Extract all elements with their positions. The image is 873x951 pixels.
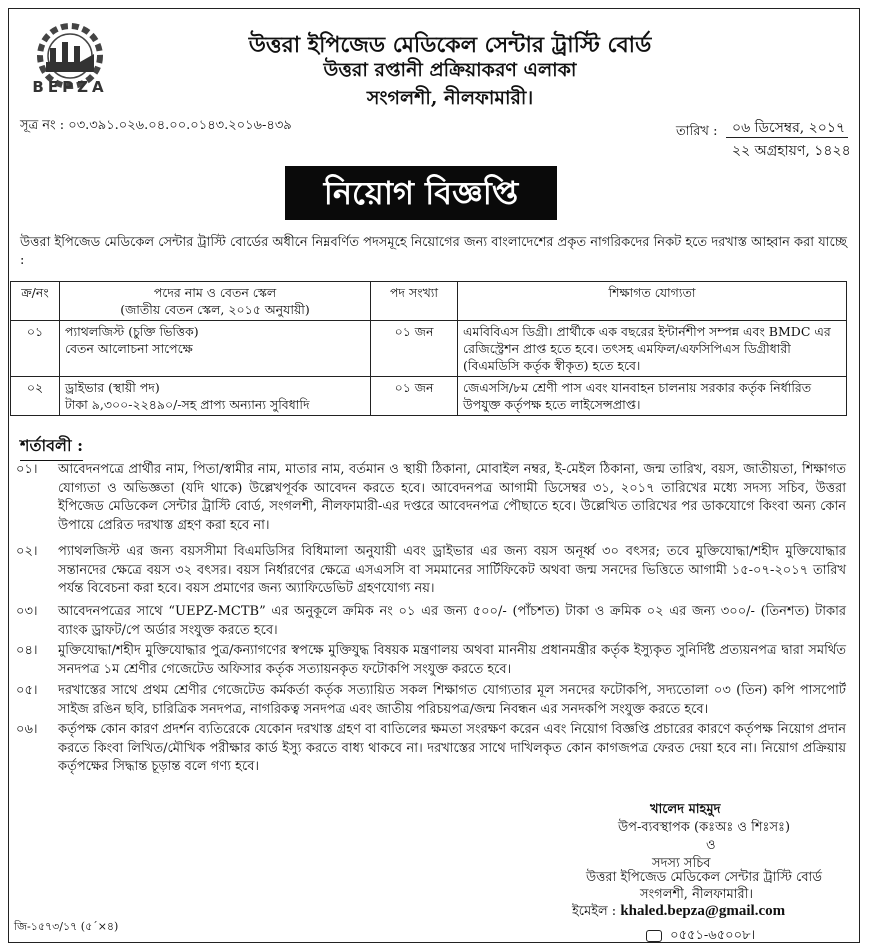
row-qualification: জেএসসি/৮ম শ্রেণী পাস এবং যানবাহন চালনায় সরকার কর্তৃক নির্ধারিত উপযুক্ত কর্তৃপক্ষ হতে লাইসেন্সপ্রাপ্ত। <box>458 377 847 416</box>
signatory-location: সংগলশী, নীলফামারী। <box>640 887 754 902</box>
date-divider <box>726 137 848 138</box>
header-post <box>60 282 371 321</box>
intro-paragraph: উত্তরা ইপিজেড মেডিকেল সেন্টার ট্রাস্টি বোর্ডের অধীনে নিম্নবর্ণিত পদসমূহে নিয়োগের জন্য বাংলাদেশের প্রকৃত নাগরিকদের নিকট হতে দরখাস্ত আহ্বান করা যাচ্ছে : <box>20 235 847 268</box>
header-count: পদ সংখ্যা <box>371 282 458 321</box>
term-number: ০৪। <box>16 643 38 658</box>
org-title: উত্তরা ইপিজেড মেডিকেল সেন্টার ট্রাস্টি বোর্ড <box>248 32 652 58</box>
signatory-email-row <box>572 902 785 923</box>
org-location: সংগলশী, নীলফামারী। <box>366 87 534 109</box>
footer-code: জি-১৫৭৩/১৭ (৫´×৪) <box>14 920 119 933</box>
signatory-and: ও <box>706 838 716 853</box>
term-number: ০১। <box>16 462 38 477</box>
term-number: ০৩। <box>16 604 38 619</box>
row-qualification: এমবিবিএস ডিগ্রী। প্রার্থীকে এক বছরের ইন্টার্নশীপ সম্পন্ন এবং BMDC এর রেজিস্ট্রেশন প্রাপ্ত হতে হবে। তৎসহ এমফিল/এফসিপিএস ডিগ্রীধারী (বিএমডিসি কর্তৃক স্বীকৃত) হতে হবে। <box>458 321 847 377</box>
post-salary: বেতন আলোচনা সাপেক্ষে <box>65 341 193 356</box>
term-text: মুক্তিযোদ্ধা/শহীদ মুক্তিযোদ্ধার পুত্র/কন্যাগণের স্বপক্ষে মুক্তিযুদ্ধ বিষয়ক মন্ত্রণালয় অথবা মাননীয় প্রধানমন্ত্রীর কর্তৃক ইস্যুকৃত সুনির্দিষ্ট প্রত্যয়নপত্র দ্বারা সমর্থিত সনদপত্র ১ম শ্রেণীর গেজেটেড অফিসার কর্তৃক সত্যায়নকৃত ফটোকপি সংযুক্ত করতে হবে। <box>58 643 846 677</box>
table-row <box>11 321 847 377</box>
post-name: প্যাথলজিস্ট (চুক্তি ভিত্তিক) <box>65 324 199 339</box>
header-serial: ক্র/নং <box>11 282 60 321</box>
table-header-row <box>11 282 847 321</box>
vacancy-table <box>10 281 847 416</box>
phone-number: ০৫৫১-৬৫০০৮। <box>670 928 756 943</box>
logo-text: BEPZA <box>32 78 108 96</box>
row-post <box>60 377 371 416</box>
header-post-subtitle: (জাতীয় বেতন স্কেল, ২০১৫ অনুযায়ী) <box>120 302 310 317</box>
notice-title: নিয়োগ বিজ্ঞপ্তি <box>285 166 557 220</box>
post-salary: টাকা ৯,৩০০-২২৪৯০/-সহ প্রাপ্য অন্যান্য সুবিধাদি <box>65 397 310 412</box>
signatory-phone-row <box>646 926 755 947</box>
signatory-org: উত্তরা ইপিজেড মেডিকেল সেন্টার ট্রাস্টি বোর্ড <box>586 870 822 885</box>
row-count: ০১ জন <box>371 321 458 377</box>
header-post-title: পদের নাম ও বেতন স্কেল <box>153 285 277 300</box>
term-text: আবেদনপত্রে প্রার্থীর নাম, পিতা/স্বামীর নাম, মাতার নাম, বর্তমান ও স্থায়ী ঠিকানা, মোবাইল নম্বর, ই-মেইল ঠিকানা, জন্ম তারিখ, বয়স, জাতীয়তা, শিক্ষাগত যোগ্যতা ও অভিজ্ঞতা (যদি থাকে) উল্লেখপূর্বক আবেদন করতে হবে। আবেদনপত্র আগামী ডিসেম্বর ৩১, ২০১৭ তারিখের মধ্যে সদস্য সচিব, উত্তরা ইপিজেড মেডিকেল সেন্টার ট্রাস্টি বোর্ড, সংগলশী, নীলফামারী-এর দপ্তরে আবেদনপত্র পৌছাতে হবে। উল্লেখিত তারিখের পর ডাকযোগে কিংবা অন্য কোন উপায়ে প্রেরিত দরখাস্ত গ্রহণ করা হবে না। <box>58 462 846 533</box>
term-number: ০৬। <box>16 722 38 737</box>
term-text: দরখাস্তের সাথে প্রথম শ্রেণীর গেজেটেড কর্মকর্তা কর্তৃক সত্যায়িত সকল শিক্ষাগত যোগ্যতার মূল সনদের ফটোকপি, সদ্যতোলা ০৩ (তিন) কপি পাসপোর্ট সাইজ রঙিন ছবি, চারিত্রিক সনদপত্র, নাগরিকত্ব সনদপত্র এবং জাতীয় পরিচয়পত্র/জন্ম নিবন্ধন এর সনদকপি সংযুক্ত করতে হবে। <box>58 683 846 717</box>
header-qualification: শিক্ষাগত যোগ্যতা <box>458 282 847 321</box>
term-text: প্যাথলজিস্ট এর জন্য বয়সসীমা বিএমডিসির বিধিমালা অনুযায়ী এবং ড্রাইভার এর জন্য বয়স অনূর্ধ্ব ৩০ বৎসর; তবে মুক্তিযোদ্ধা/শহীদ মুক্তিযোদ্ধার সন্তানদের ক্ষেত্রে বয়স ৩২ বৎসর। বয়স নির্ধারণের ক্ষেত্রে এসএসসি বা সমমানের সার্টিফিকেট অথবা জন্ম সনদের ভিত্তিতে আগামী ১৫-০৭-২০১৭ তারিখ পর্যন্ত বিবেচনা করা হবে। বয়স প্রমাণের জন্য অ্যাফিডেভিট গ্রহণযোগ্য নয়। <box>58 544 846 596</box>
row-post <box>60 321 371 377</box>
email-label: ইমেইল : <box>572 904 617 919</box>
term-number: ০৫। <box>16 683 38 698</box>
table-row <box>11 377 847 416</box>
signatory-name: খালেদ মাহমুদ <box>650 802 721 817</box>
terms-heading: শর্তাবলী : <box>20 433 83 461</box>
org-subtitle: উত্তরা রপ্তানী প্রক্রিয়াকরণ এলাকা <box>323 59 577 81</box>
row-serial: ০১ <box>11 321 60 377</box>
term-number: ০২। <box>16 544 38 559</box>
date-label: তারিখ : <box>676 124 718 139</box>
date-bangla: ২২ অগ্রহায়ণ, ১৪২৪ <box>732 143 851 159</box>
term-text: কর্তৃপক্ষ কোন কারণ প্রদর্শন ব্যতিরেকে যেকোন দরখাস্ত গ্রহণ বা বাতিলের ক্ষমতা সংরক্ষণ করেন এবং নিয়োগ বিজ্ঞপ্তি প্রচারের কারণে কর্তৃপক্ষ নিয়োগ প্রদান করতে কিংবা লিখিত/মৌখিক পরীক্ষার কার্ড ইস্যু করতে বাধ্য থাকবে না। দরখাস্তের সাথে দাখিলকৃত কোন কাগজপত্র ফেরত দেয়া হবে না। নিয়োগ প্রক্রিয়ায় কর্তৃপক্ষের সিদ্ধান্ত চূড়ান্ত বলে গণ্য হবে। <box>58 722 846 774</box>
row-count: ০১ জন <box>371 377 458 416</box>
phone-icon <box>646 930 662 942</box>
signatory-role: সদস্য সচিব <box>652 856 711 871</box>
post-name: ড্রাইভার (স্থায়ী পদ) <box>65 380 160 395</box>
email-address: khaled.bepza@gmail.com <box>620 903 786 919</box>
row-serial: ০২ <box>11 377 60 416</box>
date-gregorian: ০৬ ডিসেম্বর, ২০১৭ <box>732 120 846 136</box>
term-text: আবেদনপত্রের সাথে “UEPZ-MCTB” এর অনুকূলে ক্রমিক নং ০১ এর জন্য ৫০০/- (পাঁচশত) টাকা ও ক্রমিক ০২ এর জন্য ৩০০/- (তিনশত) টাকার ব্যাংক ড্রাফট/পে অর্ডার সংযুক্ত করতে হবে। <box>58 604 846 638</box>
reference-number: সূত্র নং : ০৩.৩৯১.০২৬.০৪.০০.০১৪৩.২০১৬-৪৩৯ <box>20 118 292 133</box>
signatory-designation: উপ-ব্যবস্থাপক (কঃঅঃ ও শিঃসঃ) <box>618 820 791 835</box>
